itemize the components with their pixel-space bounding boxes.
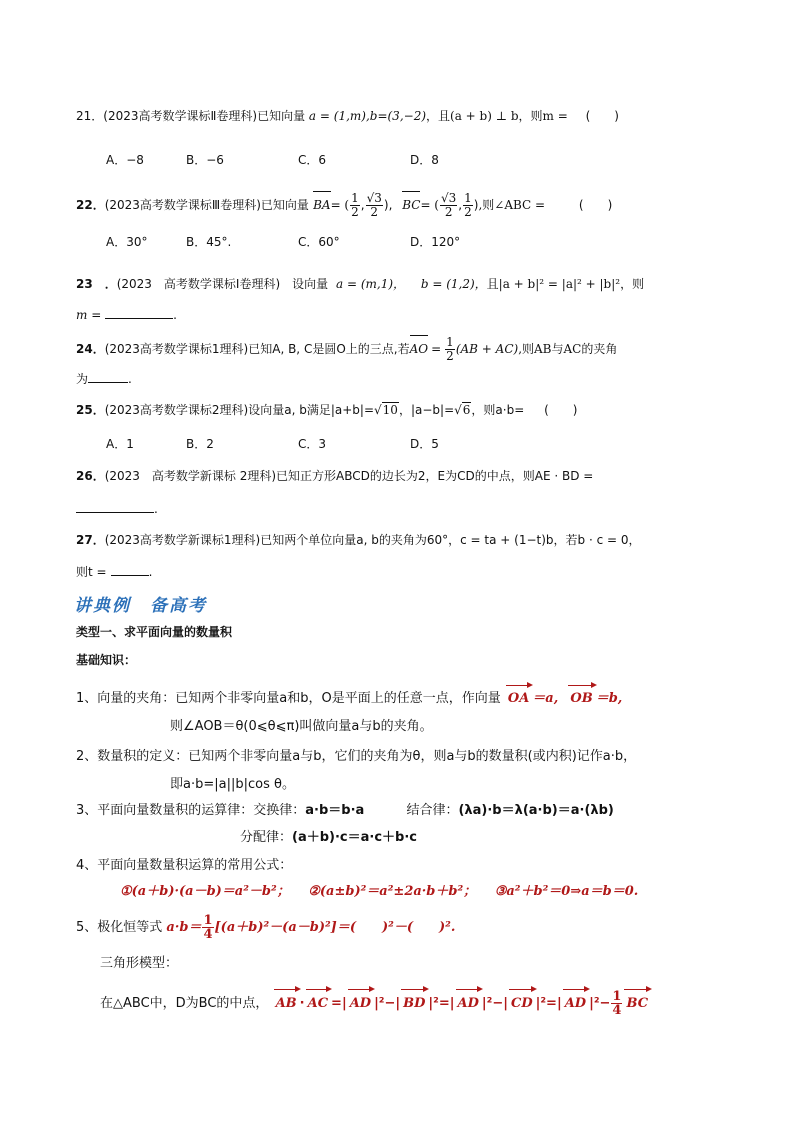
k1-eq-b: ＝b,: [595, 691, 623, 706]
q22-option-b: B．45°.: [186, 235, 232, 249]
q22-eq-1: = (: [330, 198, 350, 212]
basics-label: 基础知识：: [76, 653, 137, 667]
q21-source: (2023高考数学课标Ⅱ卷理科)已知向量: [103, 109, 306, 123]
q22-answer-paren: ( ): [578, 198, 613, 212]
q25-option-b: B．2: [186, 437, 214, 451]
q24-frac-half: $\frac{1}{2}$: [446, 335, 454, 363]
tri-vec-cd: CD: [511, 988, 533, 1016]
q27-line-2: [76, 561, 152, 582]
q22-tail: ,则∠ABC =: [478, 198, 546, 212]
q24-number: 24．: [76, 342, 105, 356]
k5-frac-quarter: $\frac{1}{4}$: [203, 913, 213, 942]
q23-m-label: m =: [76, 308, 106, 322]
q23-line-2: [76, 304, 177, 325]
q26-line-2: [76, 498, 158, 519]
q24-answer-blank[interactable]: [88, 368, 128, 383]
q25-source: (2023高考数学课标2理科)设向量a, b满足|a+b|=: [104, 403, 375, 417]
question-27: [76, 530, 641, 550]
q24-tail: ,则AB与AC的夹角: [518, 342, 618, 356]
knowledge-3: [76, 800, 614, 822]
q25-sqrt-10: √10: [374, 403, 398, 417]
knowledge-4-formulas: [120, 881, 638, 903]
q27-source: (2023高考数学新课标1理科)已知两个单位向量a, b的夹角为60°，c = ta + (1−t)b，若b · c = 0，: [104, 533, 641, 547]
q21-condition: ，且(a + b) ⊥ b，则m =: [426, 109, 568, 123]
q24-vector-sum: (AB + AC): [455, 342, 519, 356]
q23-vector-a: a = (m,1)，: [335, 277, 406, 291]
q24-vector-ao: AO: [410, 337, 429, 361]
k1-text: 1、向量的夹角：已知两个非零向量a和b，O是平面上的任意一点，作向量: [76, 691, 501, 706]
q24-dot: .: [128, 372, 132, 386]
q21-option-b: B．−6: [186, 153, 224, 167]
k5-identity: [(a＋b)²－(a－b)²]＝( )²－( )².: [214, 920, 456, 935]
q23-condition: 且|a + b|² = |a|² + |b|²，则: [486, 277, 645, 291]
k3-dist-label: 分配律：: [240, 830, 293, 845]
tri-vec-ad-2: AD: [458, 988, 479, 1016]
q21-vector-a: a = (1,m),: [308, 109, 370, 123]
q22-vector-bc: BC: [402, 193, 420, 217]
q22-vector-ba: BA: [313, 193, 330, 217]
q25-option-a: A．1: [106, 437, 134, 451]
q25-number: 25．: [76, 403, 105, 417]
q24-wei: 为: [76, 372, 89, 386]
q23-answer-blank[interactable]: [105, 304, 173, 319]
q27-number: 27．: [76, 533, 105, 547]
k1-vector-ob: OB: [570, 684, 592, 710]
q24-line-2: [76, 368, 132, 389]
q23-source: (2023 高考数学课标Ⅰ卷理科) 设向量: [116, 277, 329, 291]
k5-ab: a·b＝: [166, 920, 202, 935]
knowledge-3-line-2: [240, 827, 417, 849]
q22-frac-sqrt3-2: $\frac{√3}{2}$: [441, 191, 457, 219]
q21-option-c: C．6: [298, 153, 327, 167]
q25-option-d: D．5: [410, 437, 439, 451]
tri-intro: 在△ABC中，D为BC的中点，: [100, 996, 269, 1011]
q23-dot: .: [173, 308, 177, 322]
q25-sqrt-6: √6: [454, 403, 471, 417]
tri-vec-ab: AB: [276, 988, 297, 1016]
k3-text: 3、平面向量数量积的运算律：交换律：: [76, 803, 306, 818]
q22-option-c: C．60°: [298, 235, 340, 249]
k4-formula-2: ②(a±b)²＝a²±2a·b＋b²；: [308, 884, 477, 899]
q21-option-a: A．−8: [106, 153, 144, 167]
q27-dot: .: [148, 565, 153, 579]
q25-answer-paren: ( ): [544, 403, 578, 417]
knowledge-4: 4、平面向量数量积运算的常用公式：: [76, 858, 293, 873]
q22-frac-half-1: $\frac{1}{2}$: [351, 191, 359, 219]
q25-mid: ，|a−b|=: [398, 403, 455, 417]
q25-tail: ，则a·b=: [471, 403, 525, 417]
q23-vector-b: b = (1,2)，: [420, 277, 487, 291]
k1-eq-a: ＝a,: [532, 691, 559, 706]
k5-label: 5、极化恒等式: [76, 920, 163, 935]
question-21: [76, 106, 619, 126]
q27-t-label: 则t =: [76, 565, 107, 579]
triangle-model-formula: 在△ABC中，D为BC的中点， AB · AC =| AD |²−| BD |²=| AD |²−| CD |²=| AD |²− $\frac{1}{4}$ BC: [100, 989, 649, 1018]
k1-vector-oa: OA: [508, 684, 529, 710]
knowledge-2-line-2: 即a·b=|a||b|cos θ。: [170, 777, 295, 792]
q26-source: (2023 高考数学新课标 2理科)已知正方形ABCD的边长为2，E为CD的中点，则AE · BD =: [104, 469, 594, 483]
type-1-title: 类型一、求平面向量的数量积: [76, 625, 233, 639]
knowledge-1: [76, 684, 622, 710]
question-25: [76, 400, 577, 420]
knowledge-1-line-2: 则∠AOB＝θ(0⩽θ⩽π)叫做向量a与b的夹角。: [170, 719, 433, 734]
q25-option-c: C．3: [298, 437, 327, 451]
q23-number: 23 ．: [76, 277, 117, 291]
tri-frac-quarter: $\frac{1}{4}$: [612, 989, 622, 1018]
k4-formula-1: ①(a＋b)·(a－b)＝a²－b²；: [120, 884, 290, 899]
q24-source: (2023高考数学课标1理科)已知A, B, C是圆O上的三点,若: [104, 342, 410, 356]
k3-distributive: (a＋b)·c＝a·c＋b·c: [292, 830, 417, 845]
q26-answer-blank[interactable]: [76, 498, 154, 513]
tri-vec-ac: AC: [308, 988, 328, 1016]
k3-assoc-label: 结合律：: [406, 803, 459, 818]
q22-option-d: D．120°: [410, 235, 461, 249]
k3-associative: (λa)·b＝λ(a·b)＝a·(λb): [458, 803, 614, 818]
q22-source: (2023高考数学课标Ⅲ卷理科)已知向量: [104, 198, 309, 212]
tri-vec-bc: BC: [626, 988, 648, 1016]
tri-vec-bd: BD: [403, 988, 425, 1016]
question-23: [76, 274, 644, 294]
question-26: [76, 466, 593, 486]
q26-dot: .: [154, 502, 158, 516]
tri-vec-ad-1: AD: [350, 988, 371, 1016]
q27-answer-blank[interactable]: [111, 561, 149, 576]
q22-option-a: A．30°: [106, 235, 148, 249]
question-22: 22．(2023高考数学课标Ⅲ卷理科)已知向量 BA= ( $\frac{1}{2}$ , $\frac{√3}{2}$ ), BC= ( $\frac{√3}{2}$ , $\frac{1}{2}$ ),则∠ABC = ( ): [76, 191, 613, 219]
q22-frac-sqrt3-1: $\frac{√3}{2}$: [366, 191, 382, 219]
question-24: 24．(2023高考数学课标1理科)已知A, B, C是圆O上的三点,若AO = $\frac{1}{2}$ (AB + AC),则AB与AC的夹角: [76, 335, 618, 363]
k4-formula-3: ③a²＋b²＝0⇒a＝b＝0.: [494, 884, 639, 899]
knowledge-2: 2、数量积的定义：已知两个非零向量a与b，它们的夹角为θ，则a与b的数量积(或内积)记作a·b，: [76, 749, 637, 764]
q21-option-d: D．8: [410, 153, 439, 167]
section-heading: 讲典例 备高考: [74, 596, 207, 616]
knowledge-5: [76, 914, 455, 941]
q21-vector-b: b=(3,−2): [369, 109, 427, 123]
q22-number: 22．: [76, 198, 105, 212]
q21-number: 21．: [76, 109, 104, 123]
triangle-model-label: 三角形模型：: [100, 956, 179, 971]
q22-frac-half-2: $\frac{1}{2}$: [464, 191, 472, 219]
k3-commutative: a·b＝b·a: [305, 803, 365, 818]
q26-number: 26．: [76, 469, 105, 483]
tri-vec-ad-3: AD: [565, 988, 586, 1016]
q21-answer-paren: ( ): [585, 109, 619, 123]
